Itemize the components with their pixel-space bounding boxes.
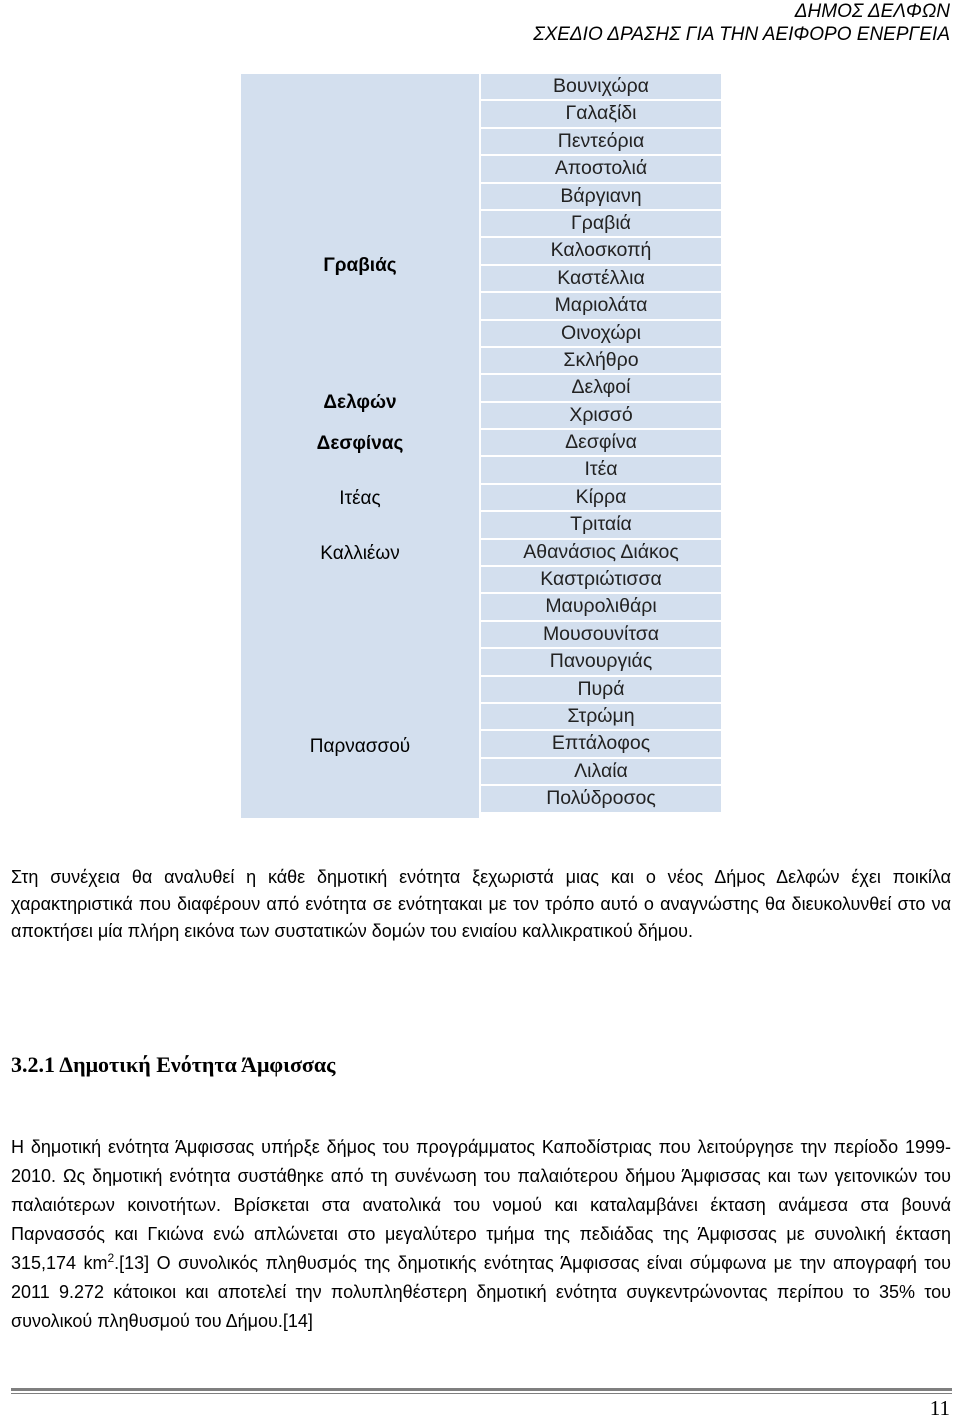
body-text-part1: Η δημοτική ενότητα Άμφισσας υπήρξε δήμος του προγράμματος Καποδίστριας που λειτούργησε την περίοδο 1999-2010. Ως δημοτική ενότητα συστάθηκε από τη συνένωση του παλαιότερου δήμου Άμφισσας και των γειτονικών του παλαιότερων κοινοτήτων. Βρίσκεται στα ανατολικά του νομού και καταλαμβάνει έκταση ανάμεσα στα βουνά Παρνασσός και Γκιώνα ενώ απλώνεται στο μεγαλύτερο τμήμα της πεδιάδας της Άμφισσας με συνολική έκταση 315,174 km bbox=[11, 1137, 951, 1273]
unit-column bbox=[240, 73, 480, 819]
town-column bbox=[480, 73, 722, 819]
municipal-units-table bbox=[239, 72, 723, 820]
town-cell: Γαλαξίδι bbox=[481, 101, 721, 128]
town-cell: Πανουργιάς bbox=[481, 649, 721, 676]
town-cell: Μαυρολιθάρι bbox=[481, 594, 721, 621]
unit-label: Παρνασσού bbox=[309, 736, 411, 757]
footer-rule bbox=[11, 1388, 952, 1391]
town-cell: Λιλαία bbox=[481, 759, 721, 786]
intro-paragraph: Στη συνέχεια θα αναλυθεί η κάθε δημοτική ενότητα ξεχωριστά μιας και ο νέος Δήμος Δελφών έχει ποικίλα χαρακτηριστικά που διαφέρουν από ενότητα σε ενότητακαι με τον τρόπο αυτό ο αναγνώστης θα διευκολυνθεί στο να αποκτήσει μία πλήρη εικόνα των συστατικών δομών του ενιαίου καλλικρατικού δήμου. bbox=[11, 867, 951, 941]
town-cell: Αθανάσιος Διάκος bbox=[481, 540, 721, 567]
town-cell: Στρώμη bbox=[481, 704, 721, 731]
body-paragraph bbox=[11, 1133, 951, 1336]
town-cell: Καλοσκοπή bbox=[481, 238, 721, 265]
town-cell: Πεντεόρια bbox=[481, 129, 721, 156]
page-number: 11 bbox=[929, 1396, 950, 1420]
town-cell: Γραβιά bbox=[481, 211, 721, 238]
unit-label: Δεσφίνας bbox=[316, 433, 404, 454]
town-cell: Καστριώτισσα bbox=[481, 567, 721, 594]
town-cell: Βάργιανη bbox=[481, 184, 721, 211]
unit-label: Δελφών bbox=[323, 392, 397, 413]
town-cell: Αποστολιά bbox=[481, 156, 721, 183]
town-cell: Μουσουνίτσα bbox=[481, 622, 721, 649]
town-cell: Δελφοί bbox=[481, 375, 721, 402]
town-cell: Χρισσό bbox=[481, 403, 721, 430]
body-text-part2: .[13] Ο συνολικός πληθυσμός της δημοτικής ενότητας Άμφισσας είναι σύμφωνα με την απογραφή του 2011 9.272 κάτοικοι και αποτελεί την πολυπληθέστερη δημοτική ενότητα συγκεντρώνοντας περίπου το 35% του συνολικού πληθυσμού του Δήμου.[14] bbox=[11, 1253, 951, 1331]
town-cell: Επτάλοφος bbox=[481, 731, 721, 758]
town-cell: Σκλήθρο bbox=[481, 348, 721, 375]
town-cell: Καστέλλια bbox=[481, 266, 721, 293]
town-cell: Οινοχώρι bbox=[481, 321, 721, 348]
unit-label: Ιτέας bbox=[339, 488, 381, 509]
unit-label: Καλλιέων bbox=[320, 543, 400, 564]
section-heading: 3.2.1 Δημοτική Ενότητα Άμφισσας bbox=[11, 1052, 336, 1077]
town-cell: Ιτέα bbox=[481, 457, 721, 484]
town-cell: Μαριολάτα bbox=[481, 293, 721, 320]
town-cell: Τριταία bbox=[481, 512, 721, 539]
superscript: 2 bbox=[107, 1251, 115, 1265]
footer-rule-thin bbox=[11, 1393, 952, 1394]
town-cell: Πυρά bbox=[481, 677, 721, 704]
town-list bbox=[481, 74, 721, 812]
town-cell: Κίρρα bbox=[481, 485, 721, 512]
header-municipality: ΔΗΜΟΣ ΔΕΛΦΩΝ bbox=[794, 1, 950, 22]
town-cell: Βουνιχώρα bbox=[481, 74, 721, 101]
town-cell: Πολύδροσος bbox=[481, 786, 721, 811]
page-header bbox=[533, 0, 950, 46]
town-cell: Δεσφίνα bbox=[481, 430, 721, 457]
unit-label: Γραβιάς bbox=[323, 255, 397, 276]
header-plan-title: ΣΧΕΔΙΟ ΔΡΑΣΗΣ ΓΙΑ ΤΗΝ ΑΕΙΦΟΡΟ ΕΝΕΡΓΕΙΑ bbox=[533, 24, 950, 45]
